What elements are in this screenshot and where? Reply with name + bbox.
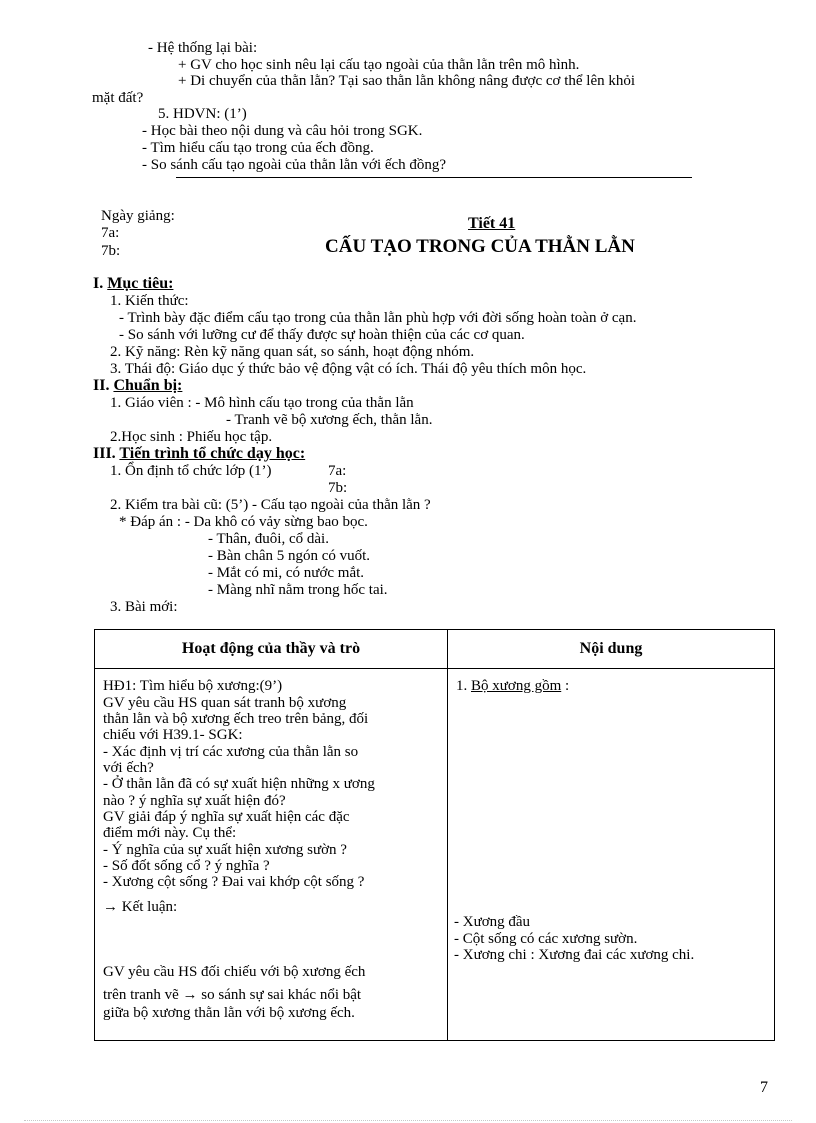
text-line: - Xương chi : Xương đai các xương chi. <box>454 947 695 963</box>
text-line: * Đáp án : - Da khô có vảy sừng bao bọc. <box>119 514 368 530</box>
text-line: mặt đất? <box>92 90 144 106</box>
class-7a-label: 7a: <box>101 225 120 241</box>
text-line: 2. Kỹ năng: Rèn kỹ năng quan sát, so sánh, hoạt động nhóm. <box>110 344 475 360</box>
text-line: GV yêu cầu HS quan sát tranh bộ xương <box>103 695 347 711</box>
text-line: - So sánh với lưỡng cư để thấy được sự hoàn thiện của các cơ quan. <box>119 327 525 343</box>
table-cell-content <box>448 669 775 1041</box>
text-line: - Tranh vẽ bộ xương ếch, thằn lằn. <box>226 412 433 428</box>
class-7b-label: 7b: <box>101 243 121 259</box>
text-line: → Kết luận: <box>103 899 178 915</box>
text-line: - Học bài theo nội dung và câu hỏi trong SGK. <box>142 123 423 139</box>
text-line: - Màng nhĩ nằm trong hốc tai. <box>208 582 388 598</box>
text-line: - Ở thằn lằn đã có sự xuất hiện những x ương <box>103 776 375 792</box>
text-line: GV yêu cầu HS đối chiếu với bộ xương ếch <box>103 964 366 980</box>
class-7a-label: 7a: <box>328 463 347 479</box>
page-title: CẤU TẠO TRONG CỦA THẰN LẰN <box>325 236 635 257</box>
text-line: 5. HDVN: (1’) <box>158 106 247 122</box>
text-line: - Số đốt sống cổ ? ý nghĩa ? <box>103 858 270 874</box>
text-line: + Di chuyển của thằn lằn? Tại sao thằn lằn không nâng được cơ thể lên khỏi <box>178 73 636 89</box>
text-line: - Cột sống có các xương sườn. <box>454 931 638 947</box>
text-line: - Ý nghĩa của sự xuất hiện xương sườn ? <box>103 842 347 858</box>
class-7b-label: 7b: <box>328 480 348 496</box>
text-line: 3. Bài mới: <box>110 599 178 615</box>
divider <box>176 177 692 178</box>
text-line: + GV cho học sinh nêu lại cấu tạo ngoài của thằn lằn trên mô hình. <box>178 57 580 73</box>
text-line: nào ? ý nghĩa sự xuất hiện đó? <box>103 793 286 809</box>
text-line: - Thân, đuôi, cổ dài. <box>208 531 329 547</box>
text-line: GV giải đáp ý nghĩa sự xuất hiện các đặc <box>103 809 350 825</box>
text-line: - Hệ thống lại bài: <box>148 40 258 56</box>
table-header-activity: Hoạt động của thầy và trò <box>95 630 448 669</box>
text-line: điểm mới này. Cụ thể: <box>103 825 237 841</box>
text-line: 2.Học sinh : Phiếu học tập. <box>110 429 273 445</box>
text-line: - Xương đầu <box>454 914 531 930</box>
text-line: - Xương cột sống ? Đai vai khớp cột sống ? <box>103 874 365 890</box>
text-line: HĐ1: Tìm hiểu bộ xương:(9’) <box>103 678 283 694</box>
section-heading: II. Chuẩn bị: <box>93 377 183 394</box>
text-line: 3. Thái độ: Giáo dục ý thức bảo vệ động vật có ích. Thái độ yêu thích môn học. <box>110 361 587 377</box>
text-line: - Bàn chân 5 ngón có vuốt. <box>208 548 371 564</box>
lesson-table <box>94 629 775 1041</box>
table-header-content: Nội dung <box>448 630 775 669</box>
text-line: 1. Ổn định tổ chức lớp (1’) <box>110 463 272 479</box>
page-number: 7 <box>760 1079 768 1096</box>
text-line: - Trình bày đặc điểm cấu tạo trong của thằn lằn phù hợp với đời sống hoàn toàn ở cạn. <box>119 310 637 326</box>
section-heading: I. Mục tiêu: <box>93 275 174 292</box>
lesson-number: Tiết 41 <box>468 215 516 232</box>
text-line: chiếu với H39.1- SGK: <box>103 727 243 743</box>
text-line: - Mắt có mi, có nước mắt. <box>208 565 365 581</box>
text-line: giữa bộ xương thằn lằn với bộ xương ếch. <box>103 1005 355 1021</box>
text-line: 2. Kiểm tra bài cũ: (5’) - Cấu tạo ngoài của thằn lằn ? <box>110 497 431 513</box>
section-heading: III. Tiến trình tổ chức dạy học: <box>93 445 306 462</box>
text-line: 1. Kiến thức: <box>110 293 189 309</box>
text-line: 1. Bộ xương gồm : <box>456 678 570 694</box>
text-line: thằn lằn và bộ xương ếch treo trên bảng, đối <box>103 711 369 727</box>
text-line: với ếch? <box>103 760 154 776</box>
ngay-giang-label: Ngày giảng: <box>101 208 175 224</box>
text-line: - Xác định vị trí các xương của thằn lằn so <box>103 744 359 760</box>
page-bottom-border <box>24 1120 792 1121</box>
text-line: - Tìm hiểu cấu tạo trong của ếch đồng. <box>142 140 374 156</box>
text-line: 1. Giáo viên : - Mô hình cấu tạo trong của thằn lằn <box>110 395 414 411</box>
text-line: - So sánh cấu tạo ngoài của thằn lằn với ếch đồng? <box>142 157 447 173</box>
text-line: trên tranh vẽ → so sánh sự sai khác nổi bật <box>103 987 362 1003</box>
table-cell-activity <box>95 669 448 1041</box>
